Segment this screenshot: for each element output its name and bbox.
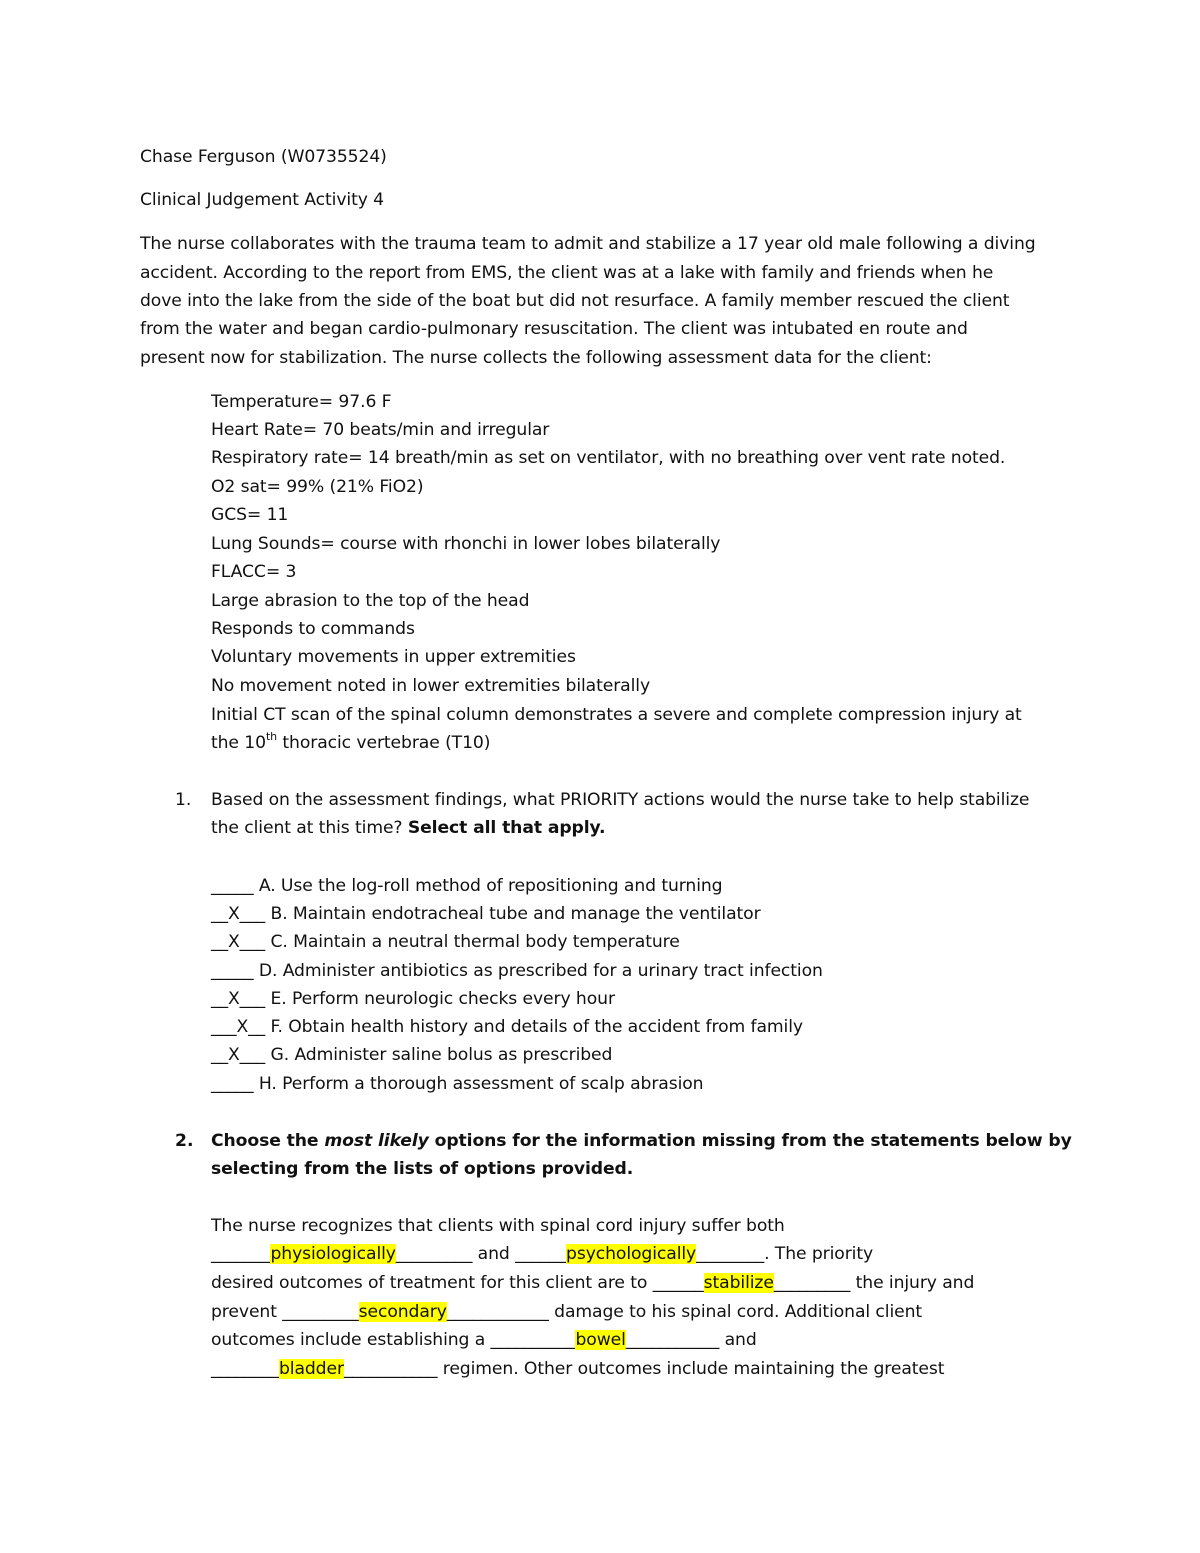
assessment-item: No movement noted in lower extremities bilaterally	[211, 676, 651, 696]
answer-highlight: bowel	[575, 1330, 626, 1350]
option-a: _____ A. Use the log-roll method of repositioning and turning	[211, 876, 723, 896]
assessment-item: Initial CT scan of the spinal column demonstrates a severe and complete compression injury at	[211, 705, 1022, 725]
question-2-prompt: Choose the most likely options for the information missing from the statements below by	[211, 1131, 1072, 1151]
assessment-item: Lung Sounds= course with rhonchi in lower lobes bilaterally	[211, 534, 721, 554]
option-b: __X___ B. Maintain endotracheal tube and manage the ventilator	[211, 904, 761, 924]
question-1-instruction: the client at this time? Select all that apply.	[211, 818, 606, 838]
activity-title: Clinical Judgement Activity 4	[140, 190, 384, 210]
assessment-item: FLACC= 3	[211, 562, 297, 582]
fill-in-paragraph: The nurse recognizes that clients with spinal cord injury suffer both	[211, 1216, 785, 1236]
fill-in-paragraph: prevent _________secondary____________ damage to his spinal cord. Additional client	[211, 1302, 923, 1322]
answer-highlight: psychologically	[566, 1244, 697, 1264]
intro-line: The nurse collaborates with the trauma team to admit and stabilize a 17 year old male following a diving	[140, 234, 1036, 254]
option-d: _____ D. Administer antibiotics as prescribed for a urinary tract infection	[211, 961, 823, 981]
answer-highlight: stabilize	[703, 1273, 774, 1293]
assessment-item: Voluntary movements in upper extremities	[211, 647, 576, 667]
question-2-number: 2.	[175, 1131, 194, 1151]
question-1-text: Based on the assessment findings, what PRIORITY actions would the nurse take to help stabilize	[211, 790, 1030, 810]
assessment-item: Temperature= 97.6 F	[211, 392, 392, 412]
option-g: __X___ G. Administer saline bolus as prescribed	[211, 1045, 613, 1065]
student-name: Chase Ferguson (W0735524)	[140, 147, 387, 167]
fill-in-paragraph: ________bladder___________ regimen. Other outcomes include maintaining the greatest	[211, 1359, 945, 1379]
intro-line: accident. According to the report from EMS, the client was at a lake with family and friends when he	[140, 263, 994, 283]
assessment-item: Respiratory rate= 14 breath/min as set on ventilator, with no breathing over vent rate noted.	[211, 448, 1006, 468]
assessment-item: Large abrasion to the top of the head	[211, 591, 530, 611]
intro-line: from the water and began cardio-pulmonary resuscitation. The client was intubated en route and	[140, 319, 968, 339]
fill-in-paragraph: desired outcomes of treatment for this client are to ______stabilize_________ the injury and	[211, 1273, 975, 1293]
fill-in-paragraph: _______physiologically_________ and ______psychologically________. The priority	[211, 1244, 874, 1264]
option-e: __X___ E. Perform neurologic checks every hour	[211, 989, 615, 1009]
answer-highlight: bladder	[278, 1359, 344, 1379]
assessment-item: Heart Rate= 70 beats/min and irregular	[211, 420, 550, 440]
fill-in-paragraph: outcomes include establishing a __________bowel___________ and	[211, 1330, 757, 1350]
assessment-item: O2 sat= 99% (21% FiO2)	[211, 477, 424, 497]
assessment-item: GCS= 11	[211, 505, 289, 525]
answer-highlight: physiologically	[270, 1244, 396, 1264]
option-f: ___X__ F. Obtain health history and details of the accident from family	[211, 1017, 803, 1037]
assessment-item-ct-location: the 10th thoracic vertebrae (T10)	[211, 730, 491, 753]
assessment-item: Responds to commands	[211, 619, 415, 639]
question-2-prompt: selecting from the lists of options provided.	[211, 1159, 634, 1179]
option-h: _____ H. Perform a thorough assessment of scalp abrasion	[211, 1074, 704, 1094]
intro-line: dove into the lake from the side of the boat but did not resurface. A family member rescued the client	[140, 291, 1010, 311]
option-c: __X___ C. Maintain a neutral thermal body temperature	[211, 932, 680, 952]
answer-highlight: secondary	[358, 1302, 447, 1322]
question-1-number: 1.	[175, 790, 192, 810]
intro-line: present now for stabilization. The nurse collects the following assessment data for the client:	[140, 348, 932, 368]
